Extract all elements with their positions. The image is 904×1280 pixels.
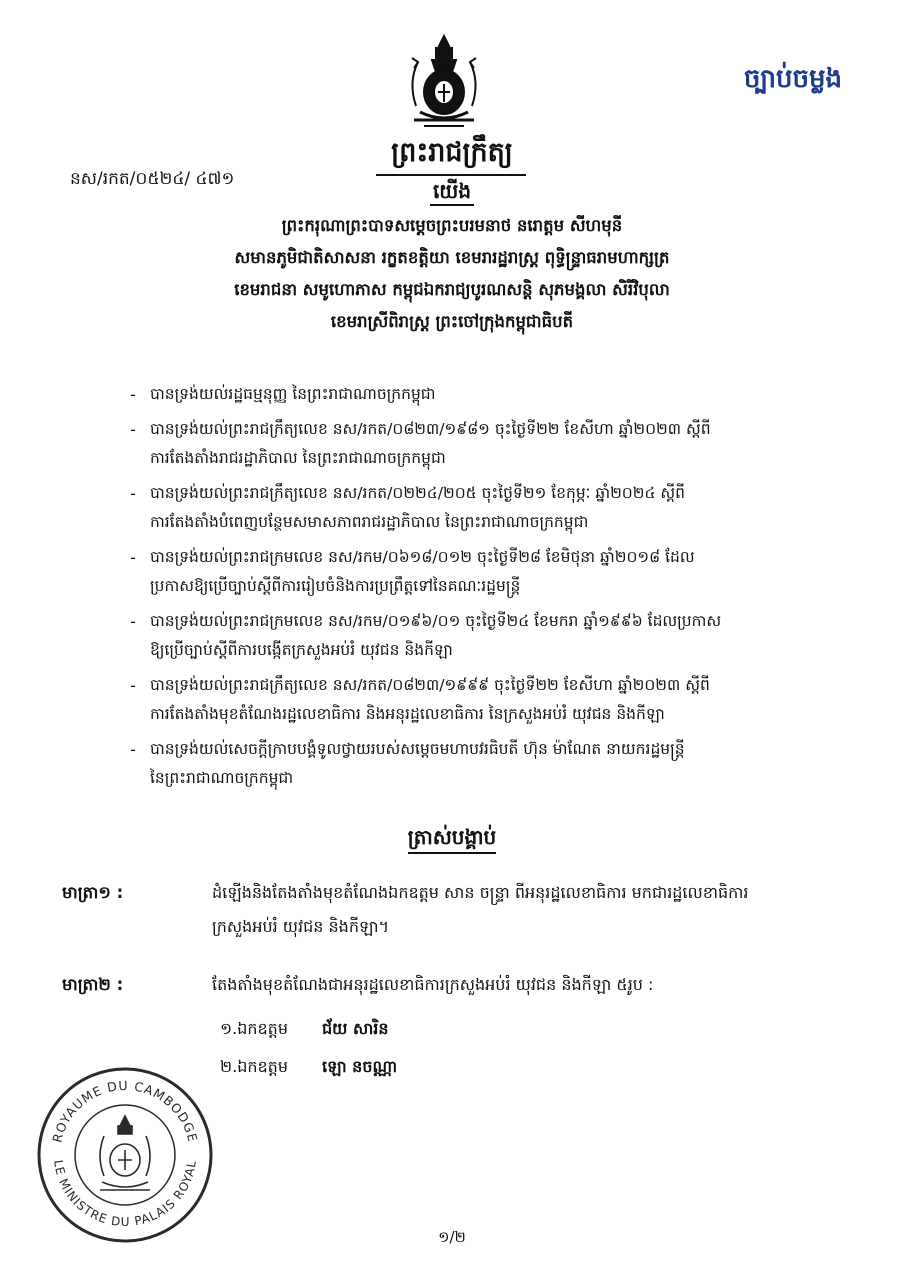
recital-item: - បានទ្រង់យល់រដ្ឋធម្មនុញ្ញ នៃព្រះរាជាណាចក្រកម្ពុជា (130, 380, 870, 409)
recital-line: ការតែងតាំងមុខតំណែងរដ្ឋលេខាធិការ និងអនុរដ្ឋលេខាធិការ នៃក្រសួងអប់រំ យុវជន និងកីឡា (150, 705, 665, 723)
title-underline (376, 174, 526, 176)
article-1 (62, 876, 862, 944)
appointee-number: ២.ឯកឧត្តម (220, 1057, 288, 1076)
royal-palace-seal-icon (34, 1064, 216, 1246)
recital-line: បានទ្រង់យល់ព្រះរាជក្រឹត្យលេខ នស/រកត/០៨២៣/១៩៩៩ ចុះថ្ងៃទី២២ ខែសីហា ឆ្នាំ២០២៣ ស្តីពី (150, 676, 710, 694)
recital-line: នៃព្រះរាជាណាចក្រកម្ពុជា (150, 769, 294, 787)
list-item (220, 1048, 620, 1086)
royal-emblem-icon (398, 32, 490, 132)
recital-item: - បានទ្រង់យល់ព្រះរាជក្រមលេខ នស/រកម/០១៩៦/០១ ចុះថ្ងៃទី២៤ ខែមករា ឆ្នាំ១៩៩៦ ដែលប្រកាស ឱ្យប្រើច្បាប់ស្តីពីការបង្កើតក្រសួងអប់រំ យុវជន និងកីឡា (130, 607, 870, 665)
king-title-line: ខេមរាជនា សមូហោភាស កម្ពុជឯករាជ្យបូរណសន្តិ សុភមង្គលា សិរីវិបុលា (234, 280, 670, 299)
article-2-line: តែងតាំងមុខតំណែងជាអនុរដ្ឋលេខាធិការក្រសួងអប់រំ យុវជន និងកីឡា ៥រូប : (212, 975, 654, 994)
recital-line: បានទ្រង់យល់ព្រះរាជក្រមលេខ នស/រកម/០១៩៦/០១ ចុះថ្ងៃទី២៤ ខែមករា ឆ្នាំ១៩៩៦ ដែលប្រកាស (150, 612, 722, 630)
seal-outer-text: ROYAUME DU CAMBODGE (49, 1077, 201, 1145)
recital-line: បានទ្រង់យល់ព្រះរាជក្រឹត្យលេខ នស/រកត/០៨២៣/១៩៨១ ចុះថ្ងៃទី២២ ខែសីហា ឆ្នាំ២០២៣ ស្តីពី (150, 420, 711, 438)
appointee-name: ជ័យ សារិន (322, 1019, 389, 1038)
list-item (220, 1010, 620, 1048)
recital-item: - បានទ្រង់យល់ព្រះរាជក្រឹត្យលេខ នស/រកត/០៨២៣/១៩៩៩ ចុះថ្ងៃទី២២ ខែសីហា ឆ្នាំ២០២៣ ស្តីពី ការតែងតាំងមុខតំណែងរដ្ឋលេខាធិការ និងអនុរដ្ឋលេខាធិការ នៃក្រសួងអប់រំ យុវជន និងកីឡា (130, 671, 870, 729)
recital-line: បានទ្រង់យល់រដ្ឋធម្មនុញ្ញ នៃព្រះរាជាណាចក្រកម្ពុជា (150, 385, 436, 403)
king-titles (60, 210, 844, 338)
recital-item: - បានទ្រង់យល់សេចក្តីក្រាបបង្គំទូលថ្វាយរបស់សម្តេចមហាបវរធិបតី ហ៊ុន ម៉ាណែត នាយករដ្ឋមន្ត្រី នៃព្រះរាជាណាចក្រកម្ពុជា (130, 735, 870, 793)
document-number: នស/រកត/០៥២៤/ ៤៧១ (70, 169, 235, 189)
article-1-line: ដំឡើងនិងតែងតាំងមុខតំណែងឯកឧត្តម សាន ចន្ទ្រា ពីអនុរដ្ឋលេខាធិការ មកជារដ្ឋលេខាធិការ (212, 883, 749, 902)
article-1-label: មាត្រា១ : (62, 883, 124, 902)
article-2 (62, 968, 862, 1002)
appointee-number: ១.ឯកឧត្តម (220, 1019, 288, 1038)
appointee-name: ឡោ នចណ្ណា (322, 1057, 398, 1076)
recital-item: - បានទ្រង់យល់ព្រះរាជក្រឹត្យលេខ នស/រកត/០២២៤/២០៥ ចុះថ្ងៃទី២១ ខែកុម្ភៈ ឆ្នាំ២០២៤ ស្តីពី ការតែងតាំងបំពេញបន្ថែមសមាសភាពរាជរដ្ឋាភិបាល នៃព្រះរាជាណាចក្រកម្ពុជា (130, 479, 870, 537)
appointee-list (220, 1010, 620, 1086)
recital-line: បានទ្រង់យល់ព្រះរាជក្រឹត្យលេខ នស/រកត/០២២៤/២០៥ ចុះថ្ងៃទី២១ ខែកុម្ភៈ ឆ្នាំ២០២៤ ស្តីពី (150, 484, 686, 502)
copy-label: ច្បាប់ចម្លង (743, 64, 842, 94)
recital-line: ប្រកាសឱ្យប្រើច្បាប់ស្តីពីការរៀបចំនិងការប្រព្រឹត្តទៅនៃគណៈរដ្ឋមន្ត្រី (150, 577, 521, 595)
document-title: ព្រះរាជក្រឹត្យ (391, 137, 513, 168)
recital-item: - បានទ្រង់យល់ព្រះរាជក្រឹត្យលេខ នស/រកត/០៨២៣/១៩៨១ ចុះថ្ងៃទី២២ ខែសីហា ឆ្នាំ២០២៣ ស្តីពី ការតែងតាំងរាជរដ្ឋាភិបាល នៃព្រះរាជាណាចក្រកម្ពុជា (130, 415, 870, 473)
recital-line: បានទ្រង់យល់សេចក្តីក្រាបបង្គំទូលថ្វាយរបស់សម្តេចមហាបវរធិបតី ហ៊ុន ម៉ាណែត នាយករដ្ឋមន្ត្រី (150, 740, 685, 758)
recital-line: ឱ្យប្រើច្បាប់ស្តីពីការបង្កើតក្រសួងអប់រំ យុវជន និងកីឡា (150, 641, 453, 659)
decree-heading: ត្រាស់បង្គាប់ (407, 825, 497, 849)
recital-line: បានទ្រង់យល់ព្រះរាជក្រមលេខ នស/រកម/០៦១៨/០១២ ចុះថ្ងៃទី២៨ ខែមិថុនា ឆ្នាំ២០១៨ ដែល (150, 548, 695, 566)
page-number: ១/២ (438, 1228, 466, 1246)
king-title-line: សមានភូមិជាតិសាសនា រក្ខតខត្តិយា ខេមរារដ្ឋរាស្ត្រ ពុទ្ធិន្ទ្រាធរាមហាក្សត្រ (234, 248, 670, 267)
article-2-label: មាត្រា២ : (62, 975, 124, 994)
recitals-list (130, 380, 870, 799)
we-heading: យើង (432, 179, 472, 203)
decree-underline (408, 852, 496, 854)
king-title-line: ព្រះករុណាព្រះបាទសម្តេចព្រះបរមនាថ នរោត្តម សីហមុនី (281, 216, 623, 235)
recital-item: - បានទ្រង់យល់ព្រះរាជក្រមលេខ នស/រកម/០៦១៨/០១២ ចុះថ្ងៃទី២៨ ខែមិថុនា ឆ្នាំ២០១៨ ដែល ប្រកាសឱ្យប្រើច្បាប់ស្តីពីការរៀបចំនិងការប្រព្រឹត្តទៅនៃគណៈរដ្ឋមន្ត្រី (130, 543, 870, 601)
king-title-line: ខេមរាស្រីពិរាស្ត្រ ព្រះចៅក្រុងកម្ពុជាធិបតី (330, 312, 574, 331)
recital-line: ការតែងតាំងបំពេញបន្ថែមសមាសភាពរាជរដ្ឋាភិបាល នៃព្រះរាជាណាចក្រកម្ពុជា (150, 513, 589, 531)
recital-line: ការតែងតាំងរាជរដ្ឋាភិបាល នៃព្រះរាជាណាចក្រកម្ពុជា (150, 449, 446, 467)
seal-inner-text: LE MINISTRE DU PALAIS ROYAL (51, 1159, 199, 1230)
article-1-line: ក្រសួងអប់រំ យុវជន និងកីឡា។ (212, 917, 390, 936)
we-underline (430, 204, 474, 206)
